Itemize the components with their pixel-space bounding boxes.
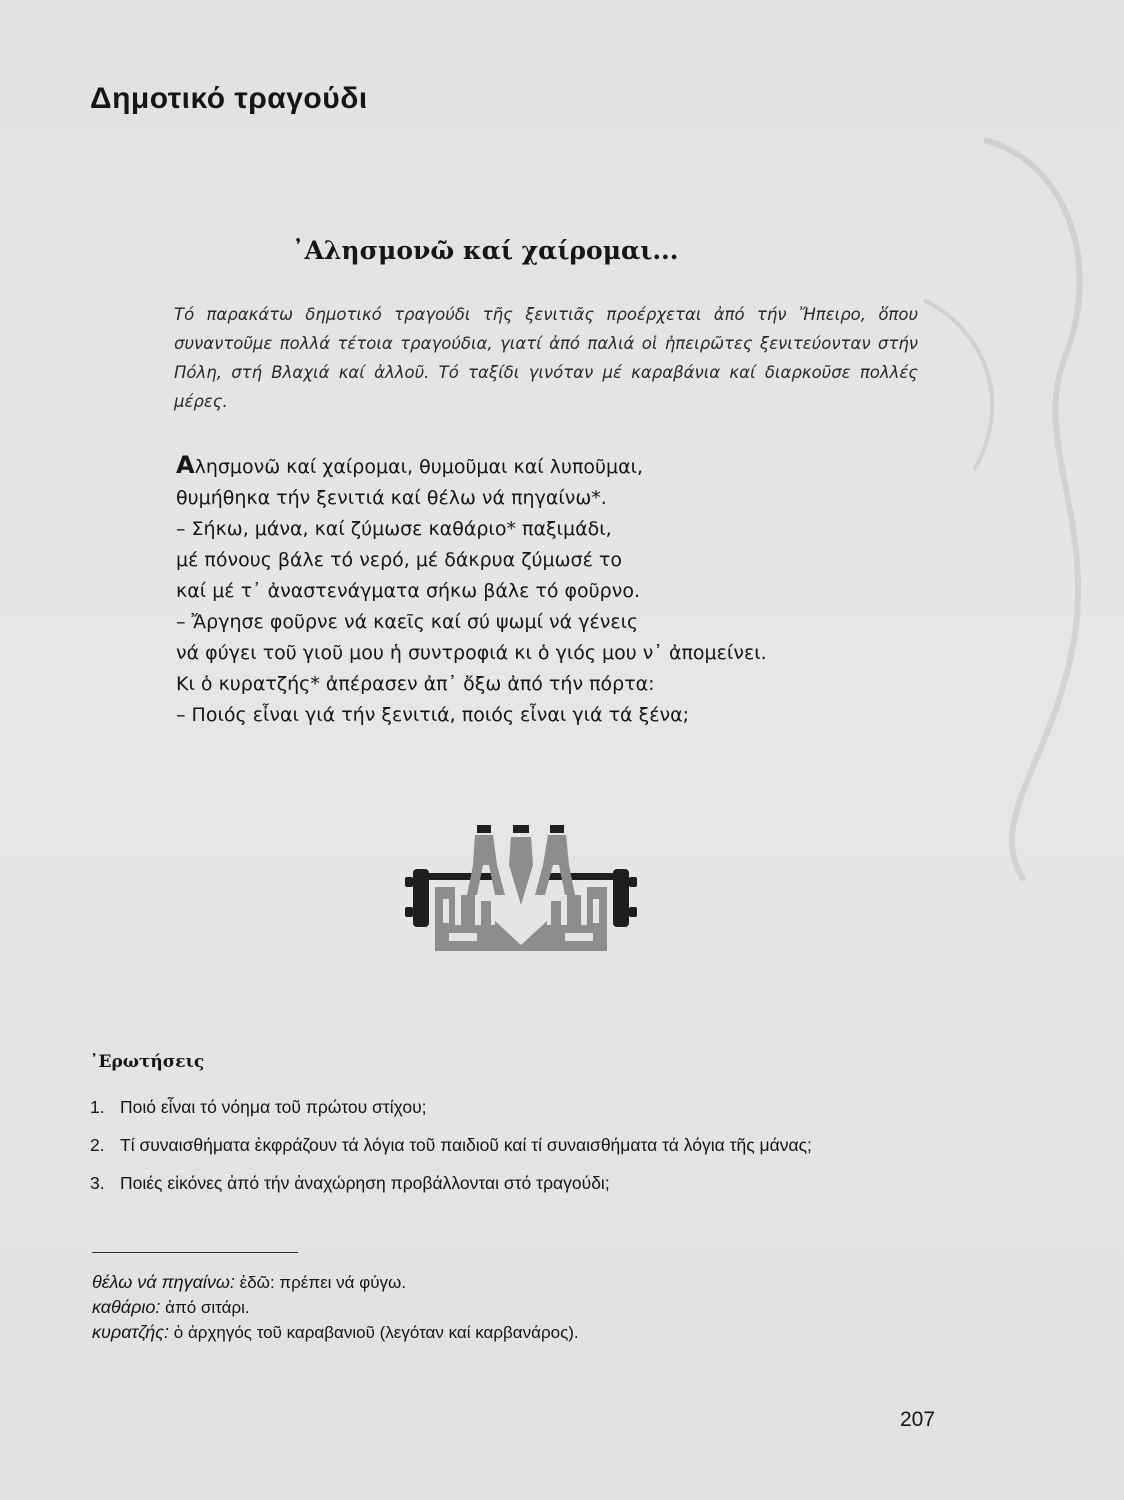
- questions-list: [90, 1092, 950, 1206]
- footnote-term: θέλω νά πηγαίνω:: [92, 1272, 235, 1292]
- footnote-divider: [92, 1252, 298, 1253]
- dropcap-letter: Α: [176, 451, 195, 479]
- poem-verses: [176, 450, 876, 731]
- poem-line: – Ἄργησε φοῦρνε νά καεῖς καί σύ ψωμί νά γένεις: [176, 611, 639, 633]
- question-item: [90, 1092, 950, 1122]
- footnote-term: καθάριο:: [92, 1297, 161, 1317]
- folk-ornament-icon: [405, 825, 637, 960]
- footnotes-list: [92, 1270, 579, 1345]
- question-item: [90, 1168, 950, 1198]
- footnote-definition: ἀπό σιτάρι.: [165, 1298, 250, 1317]
- footnote: [92, 1320, 579, 1345]
- question-number: 3.: [90, 1173, 105, 1193]
- page-number: 207: [900, 1408, 936, 1431]
- poem-line: νά φύγει τοῦ γιοῦ μου ἡ συντροφιά κι ὁ γιός μου ν᾿ ἀπομείνει.: [176, 642, 767, 664]
- poem-line: – Ποιός εἶναι γιά τήν ξενιτιά, ποιός εἶναι γιά τά ξένα;: [176, 704, 690, 726]
- footnote-definition: ἐδῶ: πρέπει νά φύγω.: [239, 1273, 407, 1292]
- poem-title: ᾿Αλησμονῶ καί χαίρομαι...: [292, 236, 679, 265]
- question-text: Ποιό εἶναι τό νόημα τοῦ πρώτου στίχου;: [120, 1097, 427, 1117]
- question-number: 2.: [90, 1135, 105, 1155]
- section-title: Δημοτικό τραγούδι: [90, 82, 368, 115]
- question-number: 1.: [90, 1097, 105, 1117]
- footnote-definition: ὁ ἀρχηγός τοῦ καραβανιοῦ (λεγόταν καί καρβανάρος).: [173, 1323, 579, 1342]
- footnote: [92, 1270, 579, 1295]
- poem-line: μέ πόνους βάλε τό νερό, μέ δάκρυα ζύμωσέ το: [176, 549, 622, 571]
- footnote-term: κυρατζής:: [92, 1322, 170, 1342]
- poem-line-text: λησμονῶ καί χαίρομαι, θυμοῦμαι καί λυποῦμαι,: [194, 456, 644, 478]
- poem-line: καί μέ τ᾿ ἀναστενάγματα σήκω βάλε τό φοῦρνο.: [176, 580, 641, 602]
- bleed-through-decoration: [864, 0, 1124, 900]
- question-item: [90, 1130, 950, 1160]
- poem-line: [176, 450, 876, 483]
- poem-line: θυμήθηκα τήν ξενιτιά καί θέλω νά πηγαίνω*.: [176, 487, 607, 509]
- poem-introduction: Τό παρακάτω δημοτικό τραγούδι τῆς ξενιτιᾶς προέρχεται ἀπό τήν Ἤπειρο, ὅπου συναντοῦμε πολλά τέτοια τραγούδια, γιατί ἀπό παλιά οἱ ἠπειρῶτες ξενιτεύονταν στήν Πόλη, στή Βλαχιά καί ἀλλοῦ. Τό ταξίδι γινόταν μέ καραβάνια καί διαρκοῦσε πολλές μέρες.: [174, 305, 918, 411]
- questions-heading: ᾿Ερωτήσεις: [90, 1052, 205, 1072]
- poem-line: – Σήκω, μάνα, καί ζύμωσε καθάριο* παξιμάδι,: [176, 518, 612, 540]
- question-text: Ποιές εἰκόνες ἀπό τήν ἀναχώρηση προβάλλονται στό τραγούδι;: [120, 1173, 610, 1193]
- footnote: [92, 1295, 579, 1320]
- question-text: Τί συναισθήματα ἐκφράζουν τά λόγια τοῦ παιδιοῦ καί τί συναισθήματα τά λόγια τῆς μάνας;: [120, 1135, 812, 1155]
- poem-line: Κι ὁ κυρατζής* ἀπέρασεν ἀπ᾿ ὄξω ἀπό τήν πόρτα:: [176, 673, 655, 695]
